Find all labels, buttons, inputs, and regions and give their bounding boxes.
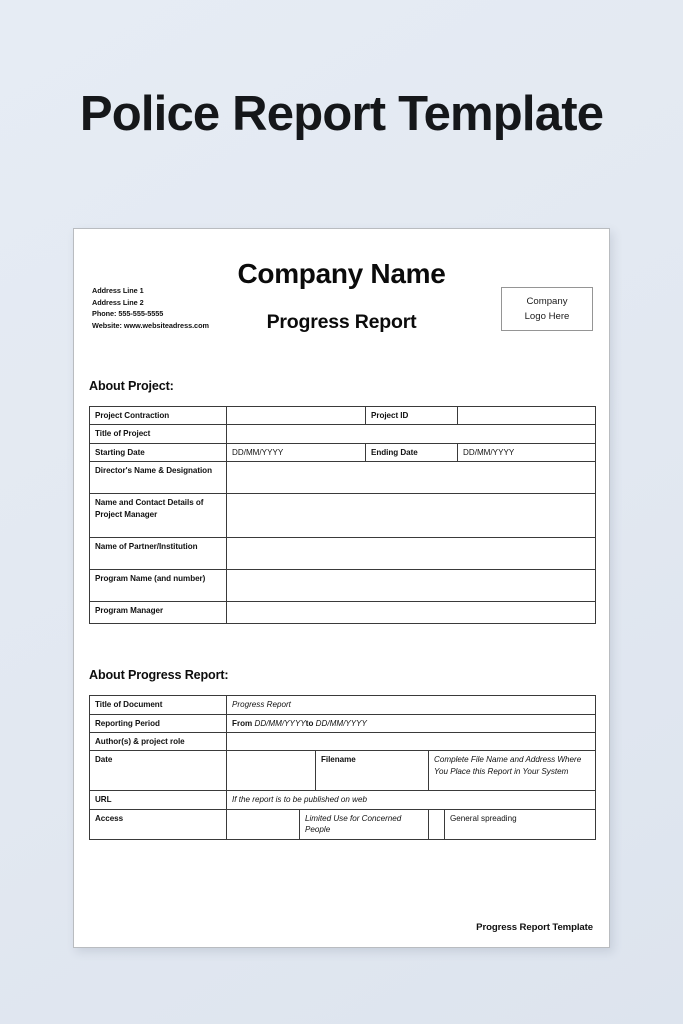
row-label-director-name: Director's Name & Designation [90, 462, 227, 494]
row-label-ending-date: Ending Date [366, 443, 458, 461]
reporting-period-from-label: From [232, 718, 253, 728]
section-heading-about-progress-report: About Progress Report: [89, 668, 229, 683]
report-name-heading: Progress Report [266, 311, 417, 333]
reporting-period-to-label: to [305, 718, 314, 728]
document-sheet [73, 228, 610, 948]
row-value-starting-date[interactable]: DD/MM/YYYY [227, 443, 366, 461]
row-label-title-of-project: Title of Project [90, 425, 227, 443]
access-checkbox-limited[interactable] [227, 809, 300, 839]
page-title: Police Report Template [79, 87, 604, 141]
row-value-url[interactable]: If the report is to be published on web [227, 791, 596, 809]
table-row [90, 602, 596, 624]
table-row [90, 714, 596, 732]
row-label-url: URL [90, 791, 227, 809]
row-label-starting-date: Starting Date [90, 443, 227, 461]
access-checkbox-general[interactable] [429, 809, 445, 839]
row-label-project-contraction: Project Contraction [90, 407, 227, 425]
website-line: Website: www.websiteadress.com [92, 320, 209, 330]
row-label-partner-institution: Name of Partner/Institution [90, 538, 227, 570]
row-value-program-name[interactable] [227, 570, 596, 602]
row-value-project-contraction[interactable] [227, 407, 366, 425]
access-option-limited-label: Limited Use for Concerned People [300, 809, 429, 839]
address-line-2: Address Line 2 [92, 297, 144, 307]
about-project-table [89, 406, 596, 624]
row-label-project-id: Project ID [366, 407, 458, 425]
table-row [90, 443, 596, 461]
table-row [90, 733, 596, 751]
about-progress-report-table [89, 695, 596, 839]
phone-line: Phone: 555-555-5555 [92, 309, 164, 318]
row-value-title-of-project[interactable] [227, 425, 596, 443]
table-row [90, 538, 596, 570]
row-value-date[interactable] [227, 751, 316, 791]
document-header [88, 243, 595, 347]
table-row [90, 407, 596, 425]
row-value-authors[interactable] [227, 733, 596, 751]
row-value-partner-institution[interactable] [227, 538, 596, 570]
row-label-program-name: Program Name (and number) [90, 570, 227, 602]
section-heading-about-project: About Project: [89, 379, 174, 393]
table-row [90, 791, 596, 809]
access-option-general-label: General spreading [445, 809, 596, 839]
document-footer: Progress Report Template [476, 922, 593, 933]
reporting-period-to-value: DD/MM/YYYY [315, 718, 367, 728]
row-value-ending-date[interactable]: DD/MM/YYYY [458, 443, 596, 461]
row-label-reporting-period: Reporting Period [90, 714, 227, 732]
row-label-project-manager-contact: Name and Contact Details of Project Manager [90, 494, 227, 538]
row-value-project-id[interactable] [458, 407, 596, 425]
row-value-reporting-period[interactable] [227, 714, 596, 732]
row-label-program-manager: Program Manager [90, 602, 227, 624]
table-row [90, 809, 596, 839]
table-row [90, 462, 596, 494]
logo-placeholder-line-1: Company [526, 296, 568, 307]
logo-placeholder-line-2: Logo Here [524, 311, 570, 322]
row-label-authors: Author(s) & project role [90, 733, 227, 751]
row-value-project-manager-contact[interactable] [227, 494, 596, 538]
table-row [90, 494, 596, 538]
company-name-heading: Company Name [237, 258, 446, 289]
row-label-filename: Filename [316, 751, 429, 791]
reporting-period-from-value: DD/MM/YYYY [254, 718, 306, 728]
table-row [90, 425, 596, 443]
row-value-program-manager[interactable] [227, 602, 596, 624]
company-logo-placeholder [501, 287, 593, 331]
row-value-title-of-document[interactable]: Progress Report [227, 696, 596, 714]
row-value-filename[interactable]: Complete File Name and Address Where You Place this Report in Your System [429, 751, 596, 791]
row-label-title-of-document: Title of Document [90, 696, 227, 714]
row-label-access: Access [90, 809, 227, 839]
address-line-1: Address Line 1 [92, 286, 144, 295]
row-label-date: Date [90, 751, 227, 791]
table-row [90, 751, 596, 791]
table-row [90, 570, 596, 602]
row-value-director-name[interactable] [227, 462, 596, 494]
table-row [90, 696, 596, 714]
